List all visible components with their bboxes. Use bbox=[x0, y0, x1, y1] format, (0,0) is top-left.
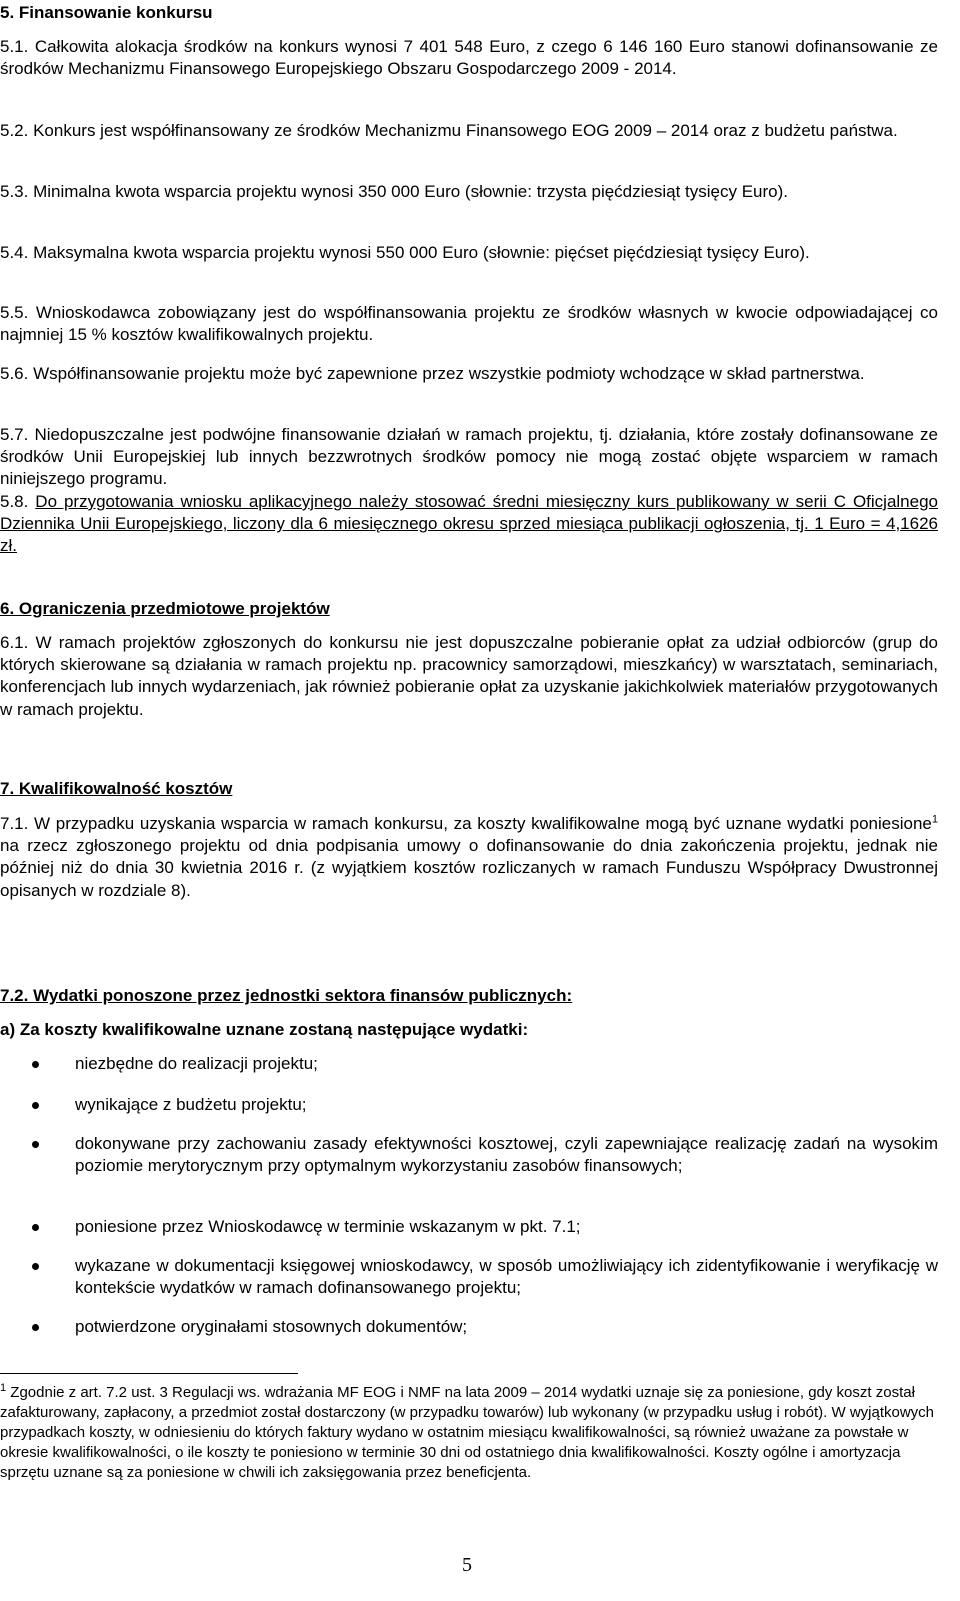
bullet-icon bbox=[32, 1324, 39, 1331]
list-item-text: wykazane w dokumentacji księgowej wnioskodawcy, w sposób umożliwiający ich zidentyfikowanie i weryfikację w kontekście wydatków w ramach dofinansowanego projektu; bbox=[75, 1256, 938, 1298]
paragraph-5-7: 5.7. Niedopuszczalne jest podwójne finansowanie działań w ramach projektu, tj. działania, które zostały dofinansowane ze środków Unii Europejskiej lub innych bezzwrotnych środków pomocy nie mogą zostać objęte wsparciem w ramach niniejszego programu. bbox=[0, 425, 938, 489]
bullet-icon bbox=[32, 1224, 39, 1231]
footnote-separator bbox=[0, 1373, 298, 1374]
section-7-heading-text: 7. Kwalifikowalność kosztów bbox=[0, 779, 233, 798]
paragraph-5-8-number: 5.8. bbox=[0, 492, 29, 511]
paragraph-7-1 bbox=[0, 813, 938, 902]
paragraph-5-8 bbox=[0, 491, 938, 558]
subsection-7-2-heading bbox=[0, 985, 938, 1007]
section-7-heading bbox=[0, 778, 938, 800]
footnote-mark: 1 bbox=[0, 1382, 7, 1394]
paragraph-5-8-text: Do przygotowania wniosku aplikacyjnego należy stosować średni miesięczny kurs publikowany w serii C Oficjalnego Dziennika Unii Europejskiego, liczony dla 6 miesięcznego okresu sprzed miesiąca publikacji ogłoszenia, tj. 1 Euro = 4,1626 zł. bbox=[0, 492, 938, 556]
paragraph-5-6: 5.6. Współfinansowanie projektu może być zapewnione przez wszystkie podmioty wchodzące w skład partnerstwa. bbox=[0, 364, 865, 383]
list-item-text: wynikające z budżetu projektu; bbox=[75, 1095, 307, 1114]
footnote bbox=[0, 1383, 938, 1483]
paragraph-5-5: 5.5. Wnioskodawca zobowiązany jest do współfinansowania projektu ze środków własnych w kwocie odpowiadającej co najmniej 15 % kosztów kwalifikowalnych projektu. bbox=[0, 303, 938, 345]
paragraph-7-1-part1: 7.1. W przypadku uzyskania wsparcia w ramach konkursu, za koszty kwalifikowalne mogą być uznane wydatki poniesione bbox=[0, 814, 932, 833]
bullet-icon bbox=[32, 1263, 39, 1270]
list-item-text: dokonywane przy zachowaniu zasady efektywności kosztowej, czyli zapewniające realizację zadań na wysokim poziomie merytorycznym przy optymalnym wykorzystaniu zasobów finansowych; bbox=[75, 1134, 938, 1176]
subsection-7-2-heading-text: 7.2. Wydatki ponoszone przez jednostki sektora finansów publicznych: bbox=[0, 986, 573, 1005]
footnote-reference[interactable]: 1 bbox=[931, 813, 938, 826]
section-5-heading: 5. Finansowanie konkursu bbox=[0, 3, 213, 22]
paragraph-5-1: 5.1. Całkowita alokacja środków na konkurs wynosi 7 401 548 Euro, z czego 6 146 160 Euro stanowi dofinansowanie ze środków Mechanizmu Finansowego Europejskiego Obszaru Gospodarczego 2009 - 2014. bbox=[0, 37, 938, 79]
list-item-text: potwierdzone oryginałami stosownych dokumentów; bbox=[75, 1317, 468, 1336]
subsection-7-2-a-heading: a) Za koszty kwalifikowalne uznane zostaną następujące wydatki: bbox=[0, 1020, 529, 1039]
bullet-icon bbox=[32, 1061, 39, 1068]
section-6-heading bbox=[0, 598, 938, 620]
paragraph-7-1-part2: na rzecz zgłoszonego projektu od dnia podpisania umowy o dofinansowanie do dnia zakończenia projektu, jednak nie później niż do dnia 30 kwietnia 2016 r. (z wyjątkiem kosztów rozliczanych w ramach Funduszu Współpracy Dwustronnej opisanych w rozdziale 8). bbox=[0, 836, 938, 900]
page-number: 5 bbox=[462, 1554, 472, 1576]
paragraph-5-3: 5.3. Minimalna kwota wsparcia projektu wynosi 350 000 Euro (słownie: trzysta pięćdziesiąt tysięcy Euro). bbox=[0, 182, 789, 201]
list-item-text: niezbędne do realizacji projektu; bbox=[75, 1054, 318, 1073]
footnote-text: Zgodnie z art. 7.2 ust. 3 Regulacji ws. wdrażania MF EOG i NMF na lata 2009 – 2014 wydatki uznaje się za poniesione, gdy koszt został zafakturowany, zapłacony, a przedmiot został dostarczony (w przypadku towarów) lub wykonany (w przypadku usług i robót). W wyjątkowych przypadkach koszty, w odniesieniu do których faktury wydano w ostatnim miesiącu kwalifikowalności, są również uważane za powstałe w okresie kwalifikowalności, o ile koszty te poniesiono w terminie 30 dni od ostatniego dnia kwalifikowalności. Koszty ogólne i amortyzacja sprzętu uznane są za poniesione w chwili ich zaksięgowania przez beneficjenta. bbox=[0, 1384, 935, 1481]
paragraph-6-1: 6.1. W ramach projektów zgłoszonych do konkursu nie jest dopuszczalne pobieranie opłat za udział odbiorców (grup do których skierowane są działania w ramach projektu np. pracownicy samorządowi, mieszkańcy) w warsztatach, seminariach, konferencjach lub innych wydarzeniach, jak również pobieranie opłat za uzyskanie jakichkolwiek materiałów przygotowanych w ramach projektu. bbox=[0, 633, 938, 719]
paragraph-5-4: 5.4. Maksymalna kwota wsparcia projektu wynosi 550 000 Euro (słownie: pięćset pięćdziesiąt tysięcy Euro). bbox=[0, 243, 810, 262]
list-item-text: poniesione przez Wnioskodawcę w terminie wskazanym w pkt. 7.1; bbox=[75, 1217, 581, 1236]
section-6-heading-text: 6. Ograniczenia przedmiotowe projektów bbox=[0, 599, 330, 618]
paragraph-5-2: 5.2. Konkurs jest współfinansowany ze środków Mechanizmu Finansowego EOG 2009 – 2014 oraz z budżetu państwa. bbox=[0, 121, 898, 140]
bullet-icon bbox=[32, 1102, 39, 1109]
bullet-icon bbox=[32, 1141, 39, 1148]
